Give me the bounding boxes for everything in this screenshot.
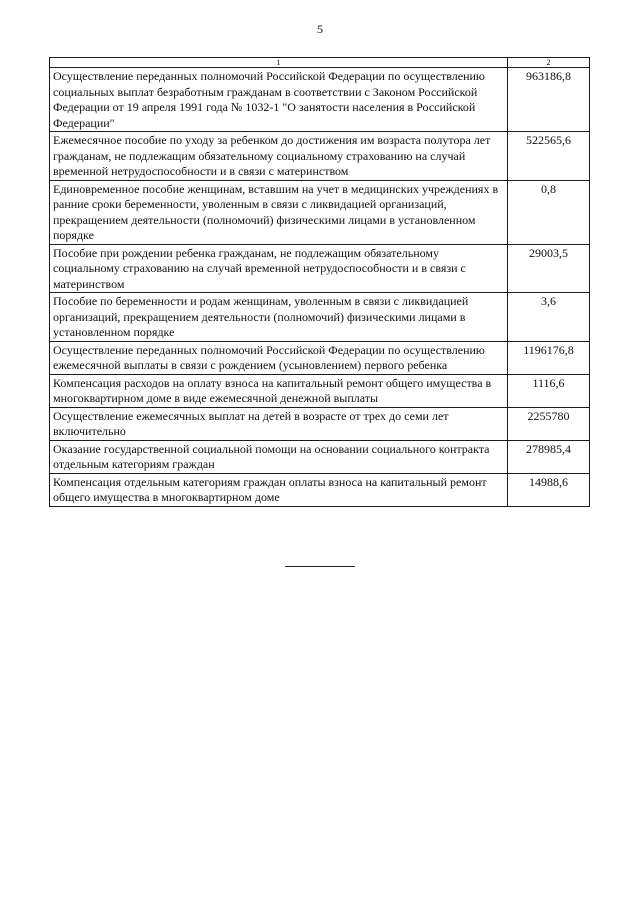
table-row <box>50 341 590 374</box>
end-of-document-rule <box>285 566 355 567</box>
row-amount: 0,8 <box>508 180 590 244</box>
row-description: Пособие по беременности и родам женщинам, уволенным в связи с ликвидацией организаций, прекращением деятельности (полномочий) физическими лицами в установленном порядке <box>50 293 508 342</box>
table-header-row <box>50 58 590 68</box>
row-amount: 963186,8 <box>508 68 590 132</box>
row-amount: 3,6 <box>508 293 590 342</box>
row-amount: 1196176,8 <box>508 341 590 374</box>
table-row <box>50 180 590 244</box>
column-header-1: 1 <box>50 58 508 68</box>
row-amount: 278985,4 <box>508 440 590 473</box>
table-row <box>50 473 590 506</box>
row-amount: 2255780 <box>508 407 590 440</box>
row-description: Компенсация расходов на оплату взноса на капитальный ремонт общего имущества в многоквартирном доме в виде ежемесячной денежной выплаты <box>50 374 508 407</box>
row-amount: 522565,6 <box>508 132 590 181</box>
row-description: Пособие при рождении ребенка гражданам, не подлежащим обязательному социальному страхованию на случай временной нетрудоспособности и в связи с материнством <box>50 244 508 293</box>
row-description: Единовременное пособие женщинам, вставшим на учет в медицинских учреждениях в ранние сроки беременности, уволенным в связи с ликвидацией организаций, прекращением деятельности (полномочий) физическими лицами в установленном порядке <box>50 180 508 244</box>
page-number: 5 <box>317 22 323 36</box>
row-amount: 1116,6 <box>508 374 590 407</box>
row-amount: 14988,6 <box>508 473 590 506</box>
table-row <box>50 440 590 473</box>
table-row <box>50 407 590 440</box>
table-row <box>50 68 590 132</box>
budget-table <box>49 57 590 507</box>
row-amount: 29003,5 <box>508 244 590 293</box>
row-description: Оказание государственной социальной помощи на основании социального контракта отдельным категориям граждан <box>50 440 508 473</box>
row-description: Осуществление переданных полномочий Российской Федерации по осуществлению ежемесячной выплаты в связи с рождением (усыновлением) первого ребенка <box>50 341 508 374</box>
table-row <box>50 293 590 342</box>
row-description: Компенсация отдельным категориям граждан оплаты взноса на капитальный ремонт общего имущества в многоквартирном доме <box>50 473 508 506</box>
table-row <box>50 132 590 181</box>
table-row <box>50 374 590 407</box>
column-header-2: 2 <box>508 58 590 68</box>
row-description: Ежемесячное пособие по уходу за ребенком до достижения им возраста полутора лет гражданам, не подлежащим обязательному социальному страхованию на случай временной нетрудоспособности и в связи с материнством <box>50 132 508 181</box>
row-description: Осуществление переданных полномочий Российской Федерации по осуществлению социальных выплат безработным гражданам в соответствии с Законом Российской Федерации от 19 апреля 1991 года № 1032-1 "О занятости населения в Российской Федерации" <box>50 68 508 132</box>
table-row <box>50 244 590 293</box>
row-description: Осуществление ежемесячных выплат на детей в возрасте от трех до семи лет включительно <box>50 407 508 440</box>
